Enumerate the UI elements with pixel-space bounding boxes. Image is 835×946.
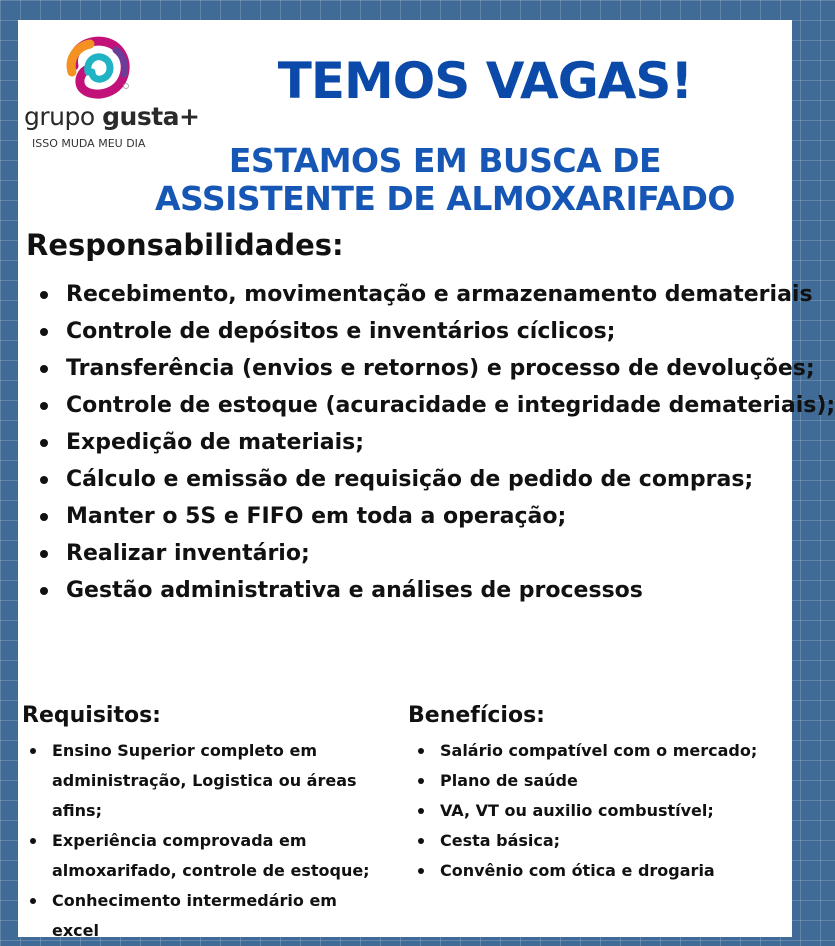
responsibilities-title: Responsabilidades: (26, 228, 344, 262)
benefits-title: Benefícios: (408, 703, 545, 728)
job-poster (18, 20, 835, 940)
requirements-title: Requisitos: (22, 703, 161, 728)
list-item (38, 387, 835, 424)
list-item-line: materiais); (699, 393, 835, 418)
list-item-line: materiais (695, 282, 813, 307)
list-item-line: Gestão administrativa e análises de processos (66, 578, 643, 603)
brand-name-bold: gusta+ (102, 102, 200, 131)
list-item (28, 826, 398, 886)
subheadline-line: ASSISTENTE DE ALMOXARIFADO (155, 179, 735, 218)
list-item (38, 572, 798, 609)
requirements-list (28, 736, 398, 946)
list-item-line: Cálculo e emissão de requisição de pedido de compras; (66, 467, 754, 492)
list-item (38, 498, 798, 535)
list-item-line: VA, VT ou auxilio combustível; (440, 801, 714, 820)
list-item (38, 535, 798, 572)
list-item (416, 736, 786, 766)
list-item (38, 461, 798, 498)
list-item-line: almoxarifado, controle de estoque; (52, 861, 370, 880)
list-item-line: Cesta básica; (440, 831, 561, 850)
list-item-line: Plano de saúde (440, 771, 578, 790)
list-item (38, 313, 798, 350)
responsibilities-list (38, 276, 835, 609)
subheadline-line: ESTAMOS EM BUSCA DE (228, 141, 662, 180)
list-item (38, 424, 798, 461)
list-item-line: Expedição de materiais; (66, 430, 365, 455)
list-item (416, 856, 786, 886)
brand-name (24, 102, 199, 131)
list-item (38, 276, 813, 313)
list-item-line: excel (52, 921, 99, 940)
list-item-line: Recebimento, movimentação e armazenamento de (66, 282, 696, 307)
list-item (38, 350, 815, 387)
list-item-line: Experiência comprovada em (52, 831, 307, 850)
list-item (416, 826, 786, 856)
spiral-logo-icon (64, 36, 132, 100)
list-item-line: Salário compatível com o mercado; (440, 741, 758, 760)
headline: TEMOS VAGAS! (277, 52, 693, 110)
list-item-line: Transferência (envios e retornos) e processo de devoluções; (66, 356, 815, 381)
list-item-line: Manter o 5S e FIFO em toda a operação; (66, 504, 567, 529)
list-item (416, 766, 786, 796)
list-item (416, 796, 786, 826)
list-item-line: afins; (52, 801, 102, 820)
list-item-line: Controle de estoque (acuracidade e integridade de (66, 393, 700, 418)
list-item-line: Ensino Superior completo em (52, 741, 317, 760)
brand-name-light: grupo (24, 102, 95, 131)
list-item-line: Realizar inventário; (66, 541, 310, 566)
benefits-list (416, 736, 786, 886)
list-item-line: administração, Logistica ou áreas (52, 771, 357, 790)
list-item-line: Controle de depósitos e inventários cíclicos; (66, 319, 616, 344)
brand-tagline: ISSO MUDA MEU DIA (32, 137, 146, 150)
subheadline (118, 142, 772, 218)
list-item-line: Convênio com ótica e drogaria (440, 861, 715, 880)
list-item (28, 736, 398, 826)
list-item-line: Conhecimento intermedário em (52, 891, 337, 910)
list-item (28, 886, 398, 946)
